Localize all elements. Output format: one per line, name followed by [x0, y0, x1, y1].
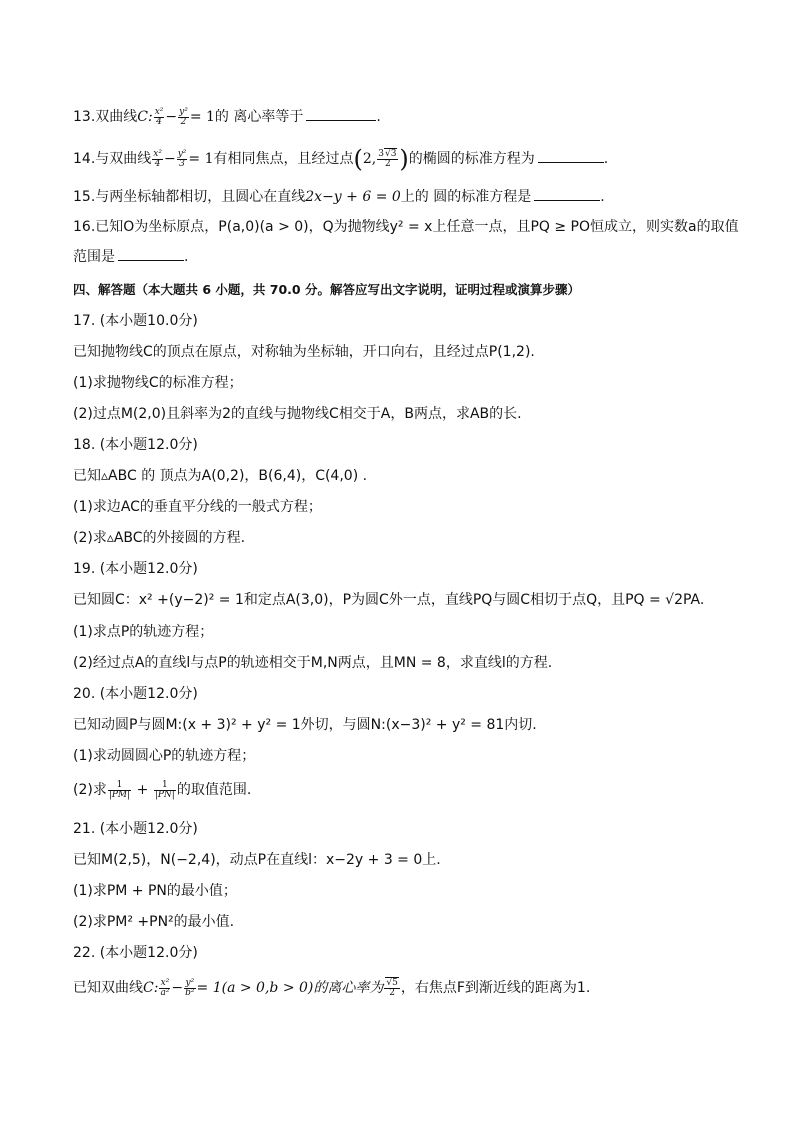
- q19-part-1: (1)求点P的轨迹方程；: [73, 624, 214, 640]
- part-text: 的取值范围.: [176, 782, 252, 798]
- condition: = 1(a > 0,b > 0)的离心率为: [196, 980, 384, 996]
- answer-blank: [306, 106, 376, 121]
- q17-part-2: (2)过点M(2,0)且斜率为2的直线与抛物线C相交于A，B两点，求AB的长.: [73, 406, 522, 422]
- question-text: 与两坐标轴都相切，且圆心在直线: [95, 189, 306, 205]
- question-text: 双曲线: [95, 109, 138, 125]
- q19-header: 19. (本小题12.0分): [73, 561, 198, 577]
- q17-stem: 已知抛物线C的顶点在原点，对称轴为坐标轴，开口向右，且经过点P(1,2).: [73, 344, 535, 360]
- answer-blank: [118, 246, 184, 261]
- period: .: [376, 109, 381, 125]
- period: .: [184, 249, 189, 265]
- question-text: 已知O为坐标原点，P(a,0)(a > 0)，Q为抛物线y² = x上任意一点，且PQ ≥ PO恒成立，则实数a的取值: [95, 219, 739, 235]
- q18-part-2: (2)求▵ABC的外接圆的方程.: [73, 530, 246, 546]
- answer-blank: [534, 186, 600, 201]
- question-13: 13.双曲线C: $\frac{\text{x²}}{4}$ − $\frac{\text{y²}}{2}$ = 1的 离心率等于 .: [73, 106, 381, 127]
- answer-blank: [538, 148, 604, 163]
- q20-stem: 已知动圆P与圆M:(x + 3)² + y² = 1外切，与圆N:(x−3)² + y² = 81内切.: [73, 717, 537, 733]
- line-equation: 2x−y + 6 = 0: [305, 189, 401, 205]
- question-text: 上的 圆的标准方程是: [400, 189, 532, 205]
- fraction-1-over-PM: $\frac{1}{|PM|}$: [108, 779, 131, 800]
- q17-part-1: (1)求抛物线C的标准方程；: [73, 375, 243, 391]
- math-curve-name: C:: [137, 109, 153, 125]
- question-number: 16.: [73, 219, 96, 235]
- q21-part-1: (1)求PM + PN的最小值；: [73, 883, 237, 899]
- question-text: 的椭圆的标准方程为: [408, 151, 535, 167]
- period: .: [603, 151, 609, 167]
- fraction-sqrt5-2: $\frac{√5}{2}$: [386, 977, 398, 998]
- question-number: 15.: [73, 189, 96, 205]
- fraction-y2-3: $\frac{\text{y²}}{3}$: [177, 148, 187, 169]
- question-14: 14.与双曲线 $\frac{\text{x²}}{4}$ − $\frac{\text{y²}}{3}$ = 1有相同焦点，且经过点(2, $\frac{3√3}{2}$ )的椭圆的标准方程为 .: [73, 145, 609, 173]
- equation-rhs: = 1: [188, 151, 214, 167]
- fraction-y2-2: $\frac{\text{y²}}{2}$: [179, 106, 188, 127]
- q18-stem: 已知▵ABC 的 顶点为A(0,2)，B(6,4)，C(4,0) .: [73, 468, 368, 484]
- q18-header: 18. (本小题12.0分): [73, 437, 198, 453]
- fraction-3sqrt3-2: $\frac{3√3}{2}$: [378, 148, 397, 169]
- q20-part-1: (1)求动圆圆心P的轨迹方程；: [73, 748, 256, 764]
- question-16: [73, 217, 739, 237]
- question-number: 13.: [73, 109, 96, 125]
- q18-part-1: (1)求边AC的垂直平分线的一般式方程；: [73, 499, 322, 515]
- q20-header: 20. (本小题12.0分): [73, 686, 198, 702]
- question-text: 有相同焦点，且经过点: [213, 151, 354, 167]
- fraction-y2-b2: $\frac{\text{y²}}{\text{b²}}$: [185, 977, 195, 998]
- equation-rhs: = 1: [189, 109, 215, 125]
- fraction-x2-4: $\frac{\text{x²}}{4}$: [153, 148, 162, 169]
- question-text: 已知双曲线: [73, 980, 143, 996]
- question-15: [73, 186, 605, 207]
- fraction-x2-4: $\frac{\text{x²}}{4}$: [154, 106, 164, 127]
- question-text: ，右焦点F到渐近线的距离为1.: [400, 980, 591, 996]
- question-text: 与双曲线: [95, 151, 152, 167]
- question-number: 14.: [73, 151, 96, 167]
- section-heading: 四、解答题（本大题共 6 小题，共 70.0 分。解答应写出文字说明，证明过程或演算步骤）: [73, 282, 580, 297]
- q21-stem: 已知M(2,5)，N(−2,4)，动点P在直线l：x−2y + 3 = 0上.: [73, 852, 441, 868]
- question-text: 范围是: [73, 249, 115, 265]
- q19-part-2: (2)经过点A的直线l与点P的轨迹相交于M,N两点，且MN = 8，求直线l的方程.: [73, 655, 553, 671]
- q21-part-2: (2)求PM² +PN²的最小值.: [73, 914, 235, 930]
- q19-stem: 已知圆C：x² +(y−2)² = 1和定点A(3,0)，P为圆C外一点，直线PQ与圆C相切于点Q，且PQ = √2PA.: [73, 592, 705, 608]
- part-text: (2)求: [73, 782, 107, 798]
- q22-header: 22. (本小题12.0分): [73, 945, 198, 961]
- question-16-continued: [73, 246, 188, 267]
- q20-part-2: (2)求 $\frac{1}{|PM|}$ + $\frac{1}{|PN|}$ 的取值范围.: [73, 779, 252, 800]
- q21-header: 21. (本小题12.0分): [73, 821, 198, 837]
- question-text: 的 离心率等于: [214, 109, 304, 125]
- fraction-x2-a2: $\frac{\text{x²}}{\text{a²}}$: [160, 977, 170, 998]
- fraction-1-over-PN: $\frac{1}{|PN|}$: [154, 779, 175, 800]
- period: .: [600, 189, 605, 205]
- q17-header: 17. (本小题10.0分): [73, 313, 198, 329]
- q22-stem: 已知双曲线C: $\frac{\text{x²}}{\text{a²}}$ − $\frac{\text{y²}}{\text{b²}}$ = 1(a > 0,b > 0)的离心率为 $\frac{√5}{2}$ ，右焦点F到渐近线的距离为1.: [73, 977, 591, 998]
